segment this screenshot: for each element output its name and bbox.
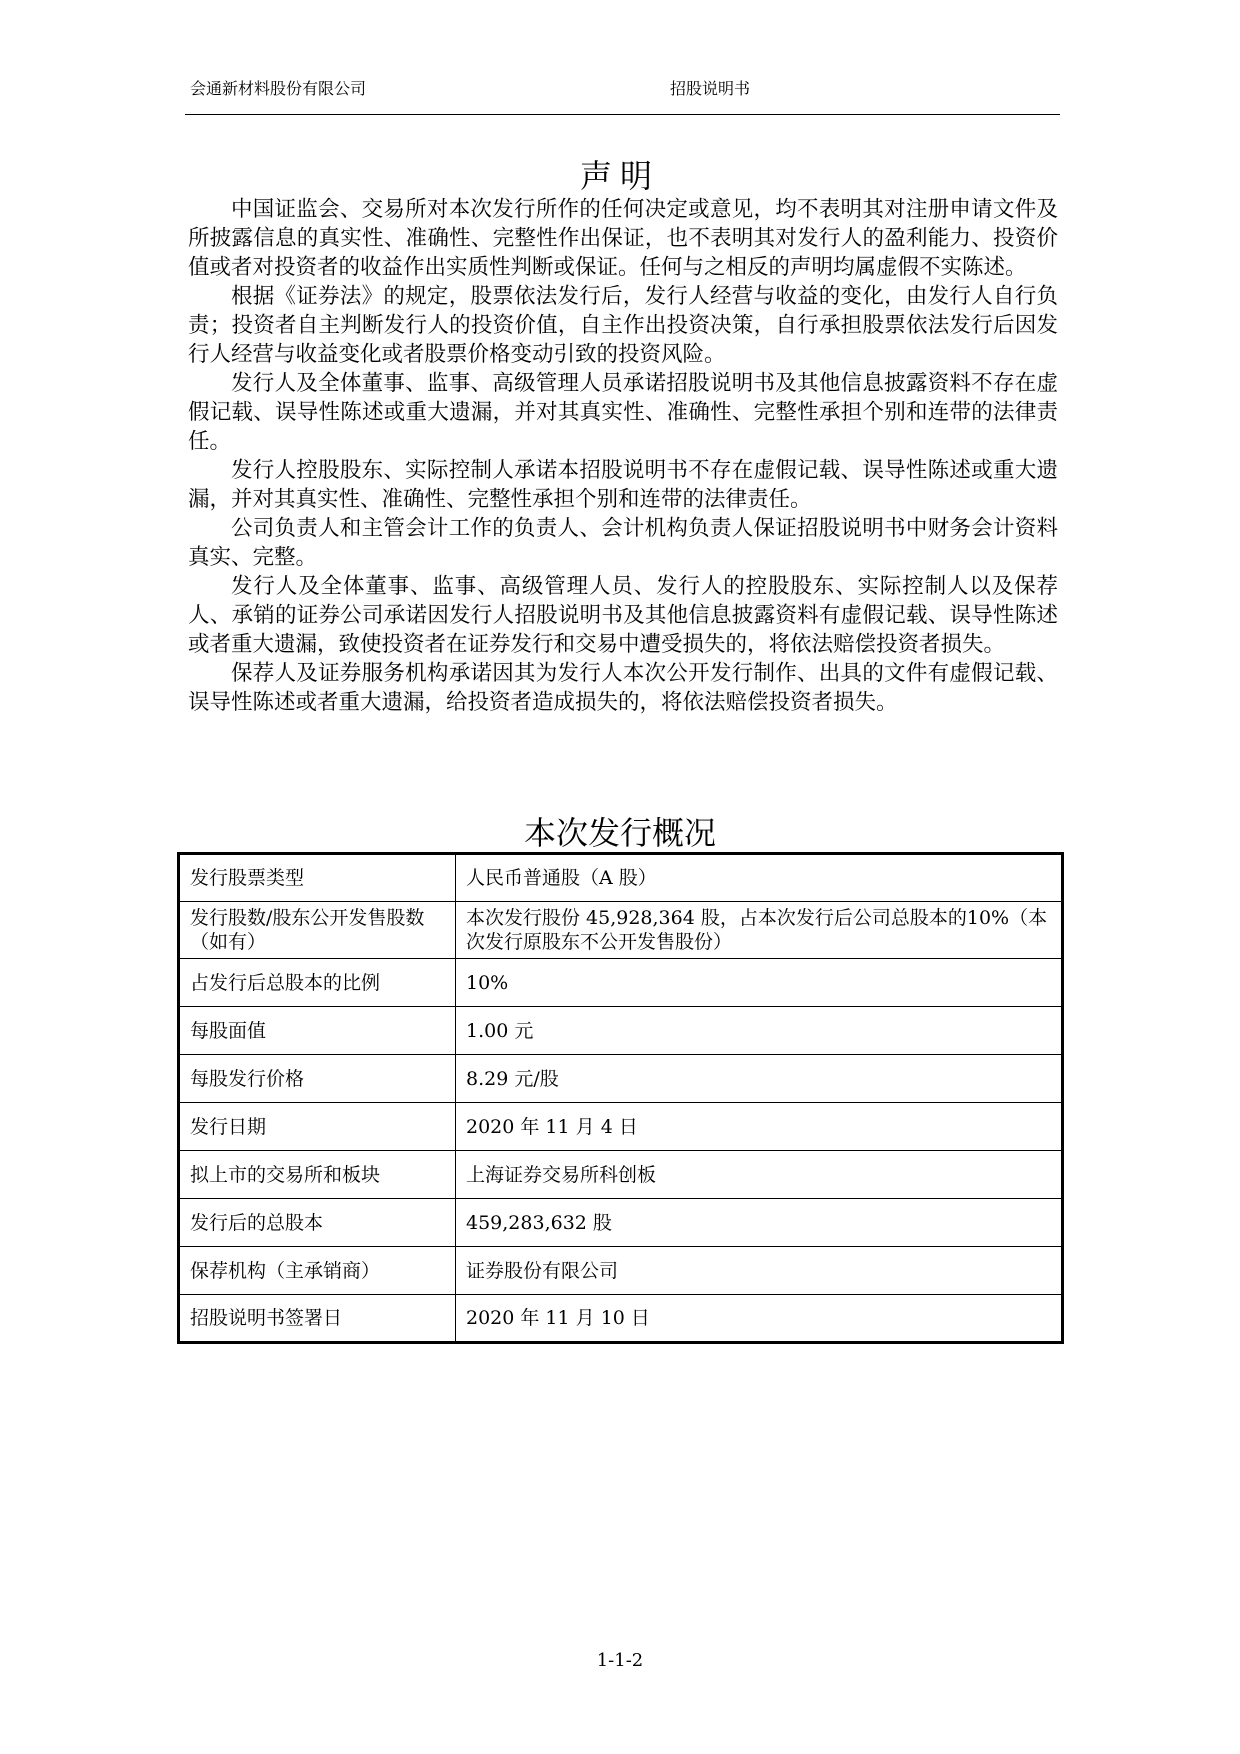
table-row <box>179 854 1063 902</box>
statement-paragraph: 发行人及全体董事、监事、高级管理人员、发行人的控股股东、实际控制人以及保荐人、承销的证券公司承诺因发行人招股说明书及其他信息披露资料有虚假记载、误导性陈述或者重大遗漏，致使投资者在证券发行和交易中遭受损失的，将依法赔偿投资者损失。 <box>188 574 1058 657</box>
row-value: 2020 年 11 月 4 日 <box>456 1103 1063 1151</box>
table-row <box>179 1151 1063 1199</box>
overview-title: 本次发行概况 <box>523 814 716 852</box>
statement-paragraph: 发行人及全体董事、监事、高级管理人员承诺招股说明书及其他信息披露资料不存在虚假记载、误导性陈述或重大遗漏，并对其真实性、准确性、完整性承担个别和连带的法律责任。 <box>188 371 1058 454</box>
row-label: 拟上市的交易所和板块 <box>179 1151 456 1199</box>
table-row <box>179 1247 1063 1295</box>
row-label: 发行股票类型 <box>179 854 456 902</box>
row-value: 2020 年 11 月 10 日 <box>456 1295 1063 1343</box>
row-value: 459,283,632 股 <box>456 1199 1063 1247</box>
page-number: 1-1-2 <box>596 1650 644 1671</box>
statement-paragraph: 发行人控股股东、实际控制人承诺本招股说明书不存在虚假记载、误导性陈述或重大遗漏，并对其真实性、准确性、完整性承担个别和连带的法律责任。 <box>188 458 1058 512</box>
row-label: 发行股数/股东公开发售股数（如有） <box>179 902 456 959</box>
offering-overview-table <box>177 852 1064 1344</box>
table-row <box>179 959 1063 1007</box>
header-company-name: 会通新材料股份有限公司 <box>190 79 367 98</box>
table-row <box>179 1103 1063 1151</box>
header-document-type: 招股说明书 <box>670 79 751 98</box>
row-label: 发行后的总股本 <box>179 1199 456 1247</box>
row-value: 上海证券交易所科创板 <box>456 1151 1063 1199</box>
row-label: 发行日期 <box>179 1103 456 1151</box>
statement-paragraph: 公司负责人和主管会计工作的负责人、会计机构负责人保证招股说明书中财务会计资料真实、完整。 <box>188 516 1058 570</box>
row-label: 保荐机构（主承销商） <box>179 1247 456 1295</box>
row-label: 每股面值 <box>179 1007 456 1055</box>
statement-paragraph: 中国证监会、交易所对本次发行所作的任何决定或意见，均不表明其对注册申请文件及所披露信息的真实性、准确性、完整性作出保证，也不表明其对发行人的盈利能力、投资价值或者对投资者的收益作出实质性判断或保证。任何与之相反的声明均属虚假不实陈述。 <box>188 197 1058 280</box>
statement-paragraph: 根据《证券法》的规定，股票依法发行后，发行人经营与收益的变化，由发行人自行负责；投资者自主判断发行人的投资价值，自主作出投资决策，自行承担股票依法发行后因发行人经营与收益变化或者股票价格变动引致的投资风险。 <box>188 284 1058 367</box>
table-row <box>179 902 1063 959</box>
row-label: 每股发行价格 <box>179 1055 456 1103</box>
table-row <box>179 1199 1063 1247</box>
row-value: 证券股份有限公司 <box>456 1247 1063 1295</box>
table-row <box>179 1007 1063 1055</box>
page-header <box>185 72 1060 115</box>
row-value: 1.00 元 <box>456 1007 1063 1055</box>
row-value: 10% <box>456 959 1063 1007</box>
table-row <box>179 1055 1063 1103</box>
table-row <box>179 1295 1063 1343</box>
statement-title: 声明 <box>579 157 660 195</box>
row-value: 8.29 元/股 <box>456 1055 1063 1103</box>
row-value: 本次发行股份 45,928,364 股，占本次发行后公司总股本的10%（本次发行原股东不公开发售股份） <box>456 902 1063 959</box>
row-label: 占发行后总股本的比例 <box>179 959 456 1007</box>
statement-paragraph: 保荐人及证券服务机构承诺因其为发行人本次公开发行制作、出具的文件有虚假记载、误导性陈述或者重大遗漏，给投资者造成损失的，将依法赔偿投资者损失。 <box>188 661 1058 715</box>
row-label: 招股说明书签署日 <box>179 1295 456 1343</box>
row-value: 人民币普通股（A 股） <box>456 854 1063 902</box>
statement-body <box>188 195 1058 717</box>
